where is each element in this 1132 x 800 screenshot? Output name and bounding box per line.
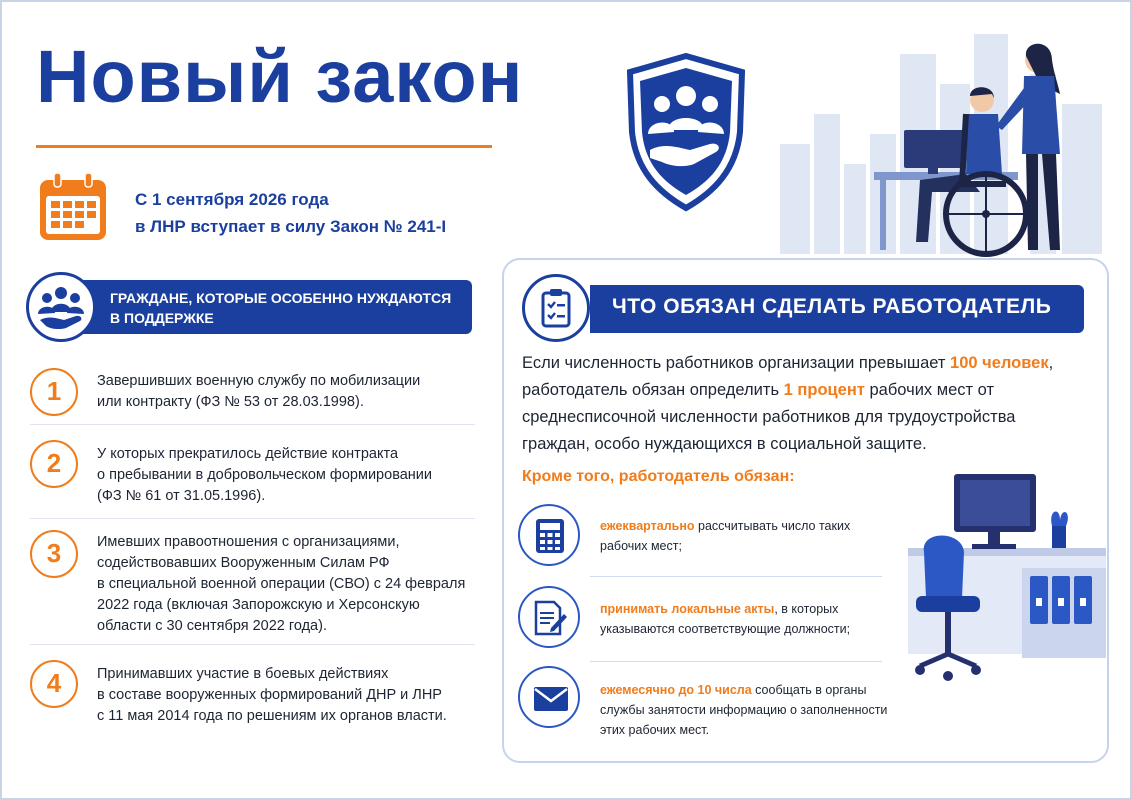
list-item-4-line-1: Принимавших участие в боевых действиях [97,666,389,682]
calculator-icon [535,518,565,554]
item-number-3: 3 [30,530,78,578]
list-item-4-line-2: в составе вооруженных формирований ДНР и ЛНР [97,687,442,703]
duty-badge-1 [518,504,580,566]
citizens-badge [26,272,96,342]
citizens-banner-text [110,288,470,328]
duty-item-2 [600,599,900,639]
para-highlight-percent: 1 процент [783,381,865,399]
document-pen-icon [534,600,568,636]
intro-line-2: в ЛНР вступает в силу Закон № 241-I [135,217,447,236]
duty-1-text-2: рабочих мест; [600,539,682,553]
wheelchair-office-illustration [770,14,1120,258]
duty-item-3 [600,680,900,740]
list-item-4-line-3: с 11 мая 2014 года по решениям их органов власти. [97,708,447,724]
para-text-4: рабочих мест от [864,381,995,399]
citizens-banner-line-2: В ПОДДЕРЖКЕ [110,310,214,326]
list-item-2-line-2: о пребывании в добровольческом формировании [97,467,433,483]
para-text-3: работодатель обязан определить [522,381,784,399]
duty-badge-3 [518,666,580,728]
duty-3-text-2: службы занятости информацию о заполненности [600,703,888,717]
list-item-3-line-1: Имевших правоотношения с организациями, [97,534,400,550]
employer-banner-text: ЧТО ОБЯЗАН СДЕЛАТЬ РАБОТОДАТЕЛЬ [612,295,1052,318]
list-item-3-line-4: 2022 года (включая Запорожскую и Херсонскую [97,597,420,613]
envelope-icon [533,686,569,712]
intro-line-1: С 1 сентября 2026 года [135,190,329,209]
checklist-badge [522,274,590,342]
para-highlight-100: 100 человек [950,354,1049,372]
duty-1-text-1: рассчитывать число таких [694,519,851,533]
list-item-1-line-1: Завершивших военную службу по мобилизации [97,373,421,389]
list-item-1-line-2: или контракту (ФЗ № 53 от 28.03.1998). [97,394,364,410]
list-item-3 [97,532,487,637]
extra-duties-heading: Кроме того, работодатель обязан: [522,468,795,485]
divider [30,518,475,519]
duty-1-highlight: ежеквартально [600,519,695,533]
list-item-2 [97,444,487,507]
divider [590,576,882,577]
para-text-2: , [1048,354,1054,372]
list-item-3-line-2: содействовавших Вооруженным Силам РФ [97,555,390,571]
para-text-1: Если численность работников организации превышает [522,354,951,372]
page-title: Новый закон [36,35,524,118]
list-item-3-line-3: в специальной военной операции (СВО) с 24 февраля [97,576,466,592]
list-item-1 [97,371,487,413]
duty-item-1 [600,516,900,556]
list-item-2-line-3: (ФЗ № 61 от 31.05.1996). [97,488,266,504]
employer-rule-text [522,350,1082,458]
duty-2-text-1: , в которых [774,602,839,616]
item-number-4: 4 [30,660,78,708]
intro-text [135,186,446,240]
list-item-3-line-5: области с 30 сентября 2022 года). [97,618,327,634]
workplace-illustration [902,470,1106,702]
duty-3-highlight: ежемесячно до 10 числа [600,683,752,697]
item-number-2: 2 [30,440,78,488]
checklist-icon [541,288,571,328]
people-hand-icon [36,284,86,330]
para-text-6: граждан, особо нуждающихся в социальной защите. [522,435,927,453]
shield-people-icon [624,52,748,212]
divider [590,661,882,662]
item-number-1: 1 [30,368,78,416]
duty-3-text-1: сообщать в органы [751,683,867,697]
duty-2-text-2: указываются соответствующие должности; [600,622,851,636]
para-text-5: среднесписочной численности работников для трудоустройства [522,408,1016,426]
divider [30,644,475,645]
duty-2-highlight: принимать локальные акты [600,602,775,616]
duty-3-text-3: этих рабочих мест. [600,723,710,737]
list-item-2-line-1: У которых прекратилось действие контракта [97,446,399,462]
citizens-banner-line-1: ГРАЖДАНЕ, КОТОРЫЕ ОСОБЕННО НУЖДАЮТСЯ [110,290,452,306]
list-item-4 [97,664,487,727]
title-underline [36,145,492,148]
duty-badge-2 [518,586,580,648]
divider [30,424,475,425]
calendar-icon [36,170,110,244]
